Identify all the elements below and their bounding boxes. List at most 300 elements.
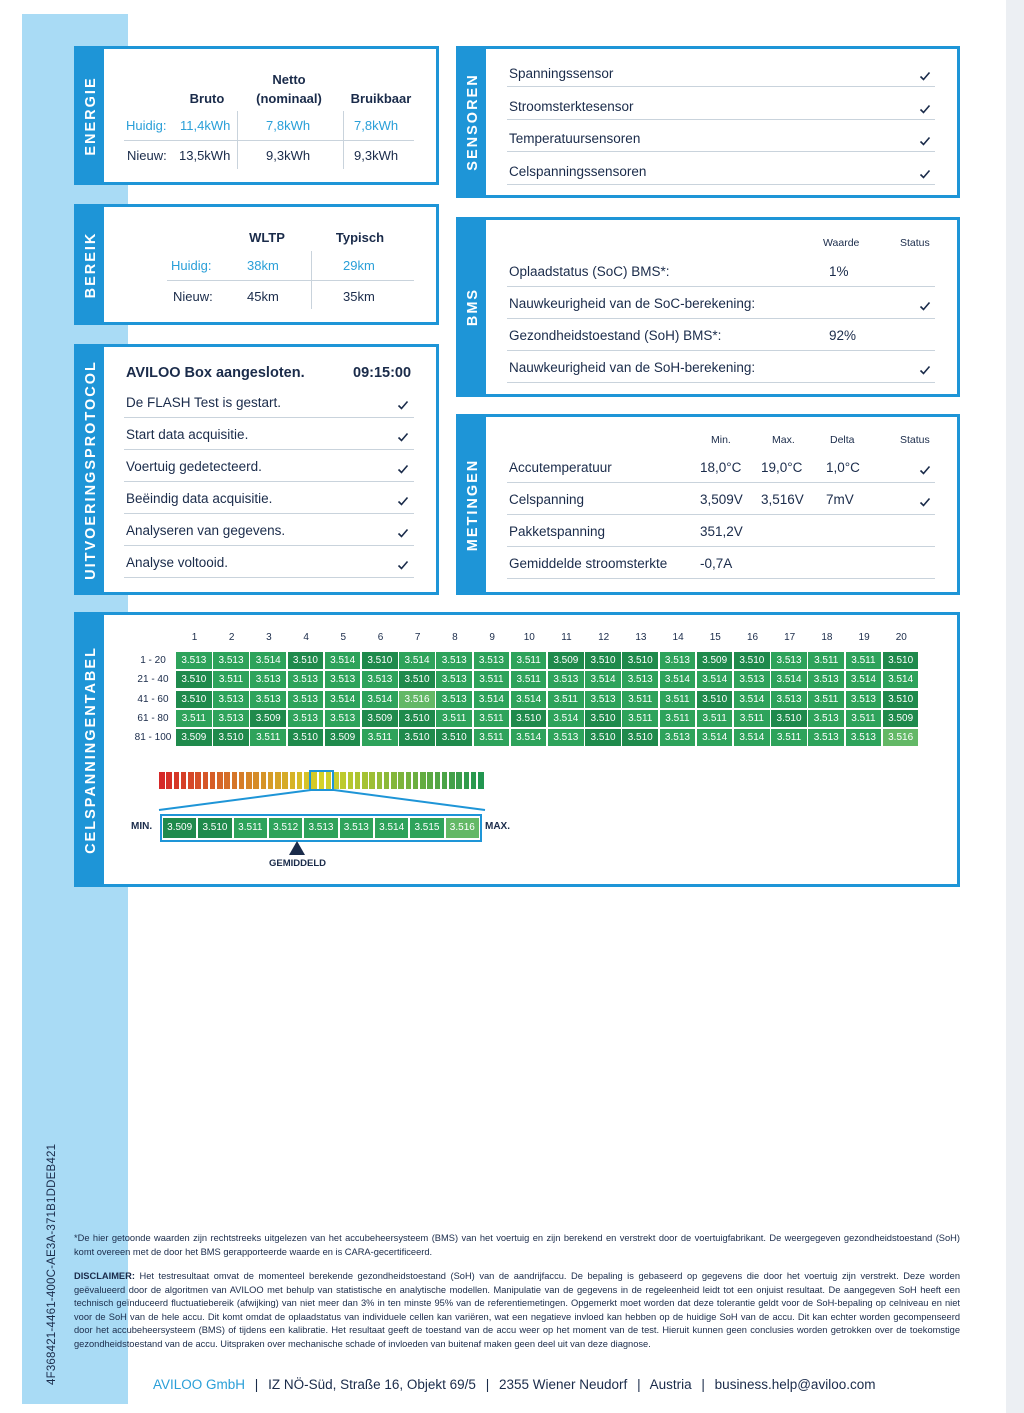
gradient-segment — [290, 772, 296, 789]
cell-voltage: 3.511 — [622, 691, 658, 708]
cell-voltage: 3.511 — [808, 652, 844, 669]
cell-voltage: 3.511 — [474, 729, 510, 746]
energy-divider — [124, 140, 414, 141]
disclaimer-label: DISCLAIMER: — [74, 1271, 135, 1281]
meas-row-divider — [507, 578, 935, 579]
gradient-segment — [384, 772, 390, 789]
protocol-panel — [74, 344, 439, 595]
grid-col-header: 11 — [561, 632, 572, 643]
cell-voltage: 3.514 — [362, 691, 398, 708]
cell-voltage: 3.513 — [288, 691, 324, 708]
protocol-row-divider — [124, 417, 414, 418]
energy-new-netto: 9,3kWh — [266, 148, 311, 163]
scale-value: 3.511 — [234, 818, 267, 838]
gradient-segment — [297, 772, 303, 789]
footer-country: Austria — [649, 1377, 692, 1392]
scale-value: 3.513 — [340, 818, 373, 838]
cell-voltage: 3.513 — [436, 671, 472, 688]
cell-voltage: 3.511 — [846, 710, 882, 727]
scale-value: 3.512 — [269, 818, 302, 838]
scale-value: 3.513 — [304, 818, 337, 838]
meas-row-min: 351,2V — [700, 524, 743, 539]
grid-col-header: 3 — [266, 632, 272, 643]
cell-voltage: 3.514 — [325, 652, 361, 669]
protocol-step: Beëindig data acquisitie. — [126, 491, 273, 506]
cell-voltage: 3.509 — [250, 710, 286, 727]
cell-voltage: 3.513 — [548, 671, 584, 688]
gradient-segment — [239, 772, 245, 789]
cell-voltage: 3.509 — [362, 710, 398, 727]
range-new-typical: 35km — [343, 289, 375, 304]
cell-voltage: 3.511 — [250, 729, 286, 746]
grid-col-header: 1 — [191, 632, 198, 643]
grid-col-header: 9 — [489, 632, 495, 643]
gradient-segment — [464, 772, 470, 789]
cell-voltage: 3.511 — [474, 710, 510, 727]
meas-row-min: 3,509V — [700, 492, 743, 507]
cell-voltage: 3.513 — [771, 652, 807, 669]
cell-voltage: 3.514 — [734, 691, 770, 708]
cell-voltage: 3.513 — [808, 671, 844, 688]
cell-voltage: 3.513 — [846, 729, 882, 746]
grid-col-header: 2 — [228, 632, 235, 643]
gradient-segment — [398, 772, 404, 789]
check-icon — [919, 300, 931, 312]
protocol-row-divider — [124, 481, 414, 482]
grid-col-header: 19 — [858, 632, 870, 643]
bms-row-value: 92% — [829, 328, 857, 343]
cell-voltage: 3.511 — [846, 652, 882, 669]
energy-new-label: Nieuw: — [127, 148, 167, 163]
grid-col-header: 14 — [672, 632, 684, 643]
range-new-wltp: 45km — [247, 289, 279, 304]
cell-voltage: 3.513 — [436, 652, 472, 669]
check-icon — [397, 495, 409, 507]
meas-col-delta: Delta — [830, 434, 855, 446]
gradient-segment — [340, 772, 346, 789]
range-tab: BEREIK — [77, 207, 104, 322]
cell-voltage: 3.513 — [362, 671, 398, 688]
meas-row-divider — [507, 514, 935, 515]
cell-voltage: 3.514 — [697, 671, 733, 688]
energy-vsep-2 — [343, 111, 344, 169]
sensor-row-divider — [507, 86, 935, 87]
cell-voltage: 3.509 — [697, 652, 733, 669]
gradient-segment — [282, 772, 288, 789]
cell-voltage: 3.511 — [697, 710, 733, 727]
cell-voltage: 3.514 — [771, 671, 807, 688]
footer-address: IZ NÖ-Süd, Straße 16, Objekt 69/5 — [268, 1377, 476, 1392]
gradient-segment — [232, 772, 238, 789]
protocol-step: Analyseren van gegevens. — [126, 523, 286, 538]
grid-col-header: 15 — [709, 632, 721, 643]
scale-max-label: MAX. — [485, 821, 510, 832]
cell-voltage: 3.510 — [697, 691, 733, 708]
cell-voltage: 3.510 — [883, 691, 919, 708]
grid-col-header: 13 — [635, 632, 647, 643]
check-icon — [397, 431, 409, 443]
cell-voltage: 3.513 — [548, 729, 584, 746]
cell-voltage: 3.509 — [325, 729, 361, 746]
cell-voltage: 3.513 — [250, 671, 286, 688]
sensor-item: Celspanningssensoren — [509, 163, 647, 179]
cell-voltage: 3.514 — [846, 671, 882, 688]
cell-voltage: 3.514 — [250, 652, 286, 669]
meas-row-divider — [507, 546, 935, 547]
gradient-segment — [188, 772, 194, 789]
check-icon — [397, 399, 409, 411]
grid-row-label: 21 - 40 — [137, 674, 169, 686]
gradient-segment — [413, 772, 419, 789]
bms-col-status: Status — [900, 237, 930, 249]
bms-row-divider — [507, 318, 935, 319]
cell-voltage: 3.513 — [213, 652, 249, 669]
cell-voltage: 3.511 — [660, 710, 696, 727]
protocol-time: 09:15:00 — [353, 365, 412, 381]
grid-row-label: 81 - 100 — [134, 732, 172, 744]
cell-voltage: 3.510 — [734, 652, 770, 669]
protocol-step: De FLASH Test is gestart. — [126, 395, 282, 410]
sensors-panel — [456, 46, 960, 198]
cell-voltage: 3.514 — [548, 710, 584, 727]
check-icon — [919, 103, 931, 115]
cell-voltage: 3.510 — [362, 652, 398, 669]
gradient-segment — [427, 772, 433, 789]
bms-row-divider — [507, 350, 935, 351]
gradient-segment — [253, 772, 259, 789]
protocol-step: Start data acquisitie. — [126, 427, 249, 442]
scale-value: 3.514 — [375, 818, 408, 838]
check-icon — [919, 70, 931, 82]
scale-value: 3.515 — [410, 818, 443, 838]
cell-voltage: 3.510 — [288, 729, 324, 746]
cell-voltage: 3.511 — [771, 729, 807, 746]
bms-row-label: Oplaadstatus (SoC) BMS*: — [509, 264, 670, 279]
protocol-row-divider — [124, 513, 414, 514]
gradient-segment — [442, 772, 448, 789]
protocol-row-divider — [124, 577, 414, 578]
cell-voltage: 3.511 — [474, 671, 510, 688]
energy-col-bruto: Bruto — [189, 91, 225, 106]
cell-voltage: 3.513 — [808, 710, 844, 727]
meas-row-max: 19,0°C — [761, 460, 803, 475]
cell-voltage: 3.513 — [585, 691, 621, 708]
meas-row-delta: 7mV — [826, 492, 854, 507]
energy-current-netto: 7,8kWh — [266, 118, 311, 133]
cell-voltage: 3.510 — [771, 710, 807, 727]
gradient-segment — [195, 772, 201, 789]
range-col-wltp: WLTP — [249, 230, 285, 245]
cell-voltage: 3.511 — [511, 652, 547, 669]
scale-value: 3.510 — [198, 818, 231, 838]
meas-row-delta: 1,0°C — [826, 460, 860, 475]
protocol-row-divider — [124, 449, 414, 450]
cell-voltage: 3.513 — [325, 671, 361, 688]
disclaimer-text: Het testresultaat omvat de momenteel berekende gezondheidstoestand (SoH) van de aandrijfaccu. De bepaling is gebaseerd op gegevens die door het voertuig zijn verstrekt. Deze worden geëvalueerd door de algoritmen van AVILOO met behulp van statistische en analytische modellen. Manipulatie van de gegevens in de regeleenheid leidt tot een onjuist resultaat. De aangegeven SoH heeft een technisch geïnduceerd fluctuatiebereik (afwijking) van niet meer dan 3% in ten minste 95% van de referentiemetingen. Opgemerkt moet worden dat deze tolerantie geldt voor de SoH-bepaling op celniveau en niet voor de SoH van de hele accu. Dit komt omdat de oplaadstatus van individuele cellen kan variëren, wat een negatieve invloed kan hebben op de huidige SoH van de accu. Dit kan echter worden gecompenseerd door het accubeheersysteem (BMS) of tijdens een kalibratie. Het resultaat geeft de toestand van de accu weer op het moment van de test. Hieruit kunnen geen conclusies worden getrokken over de toekomstige gezondheidstoestand van de accu. Uitspraken over mechanische schade of invloeden van buitenaf maken geen deel uit van deze diagnose. — [74, 1271, 960, 1349]
cell-voltage: 3.514 — [399, 652, 435, 669]
bms-tab: BMS — [459, 220, 486, 394]
cell-voltage: 3.513 — [176, 652, 212, 669]
gradient-segment — [210, 772, 216, 789]
sensor-item: Temperatuursensoren — [509, 131, 641, 146]
cell-voltage: 3.510 — [585, 710, 621, 727]
meas-row-label: Celspanning — [509, 492, 585, 507]
scale-value: 3.509 — [163, 818, 196, 838]
cell-voltage: 3.513 — [250, 691, 286, 708]
gradient-segment — [369, 772, 375, 789]
cell-voltage: 3.511 — [436, 710, 472, 727]
range-vsep — [311, 251, 312, 309]
cell-voltage: 3.511 — [176, 710, 212, 727]
sensors-tab: SENSOREN — [459, 49, 486, 195]
grid-col-header: 12 — [598, 632, 610, 643]
meas-row-min: -0,7A — [700, 556, 733, 571]
gradient-segment — [435, 772, 441, 789]
grid-col-header: 18 — [821, 632, 833, 643]
average-label: GEMIDDELD — [269, 858, 326, 869]
gradient-segment — [174, 772, 180, 789]
cell-voltage: 3.510 — [585, 652, 621, 669]
grid-row-label: 61 - 80 — [137, 712, 169, 724]
cell-voltage: 3.509 — [548, 652, 584, 669]
sensor-row-divider — [507, 151, 935, 152]
cell-voltage: 3.514 — [474, 691, 510, 708]
cell-voltage: 3.510 — [399, 710, 435, 727]
sensor-row-divider — [507, 119, 935, 120]
footer-email[interactable]: business.help@aviloo.com — [714, 1377, 876, 1392]
cell-voltage: 3.514 — [511, 691, 547, 708]
cell-voltage: 3.511 — [734, 710, 770, 727]
gradient-segment — [362, 772, 368, 789]
grid-col-header: 4 — [303, 632, 309, 643]
protocol-title: AVILOO Box aangesloten. — [126, 365, 305, 381]
cell-voltage: 3.514 — [511, 729, 547, 746]
gradient-segment — [275, 772, 281, 789]
cell-voltage: 3.510 — [436, 729, 472, 746]
check-icon — [397, 527, 409, 539]
gradient-segment — [246, 772, 252, 789]
grid-col-header: 20 — [895, 632, 907, 643]
footer — [153, 1377, 875, 1392]
grid-col-header: 5 — [340, 632, 347, 643]
meas-col-max: Max. — [772, 434, 795, 446]
cell-voltage: 3.514 — [325, 691, 361, 708]
cell-voltage: 3.513 — [808, 729, 844, 746]
protocol-step: Voertuig gedetecteerd. — [126, 459, 262, 474]
cell-voltage: 3.511 — [660, 691, 696, 708]
cell-voltage: 3.514 — [883, 671, 919, 688]
energy-current-bruikbaar: 7,8kWh — [354, 118, 399, 133]
bms-row-divider — [507, 286, 935, 287]
cell-voltage: 3.510 — [511, 710, 547, 727]
sensor-row-divider — [507, 184, 935, 185]
cell-voltage: 3.510 — [399, 671, 435, 688]
gradient-segment — [217, 772, 223, 789]
gradient-highlight — [309, 770, 334, 791]
page-edge — [1006, 0, 1024, 1413]
gradient-segment — [355, 772, 361, 789]
range-current-label: Huidig: — [171, 258, 212, 273]
protocol-tab: UITVOERINGSPROTOCOL — [77, 347, 104, 592]
range-current-wltp: 38km — [247, 258, 279, 273]
sensor-item: Spanningssensor — [509, 66, 614, 81]
footnote: *De hier getoonde waarden zijn rechtstreeks uitgelezen van het accubeheersysteem (BMS) van het voertuig en zijn berekend en verstrekt door de voertuigfabrikant. De weergegeven gezondheidstoestand (SoH) komt overeen met de door het BMS gerapporteerde waarde en is CARA-gecertificeerd. — [74, 1233, 960, 1257]
cell-voltage: 3.510 — [622, 729, 658, 746]
scale-min-label: MIN. — [131, 821, 153, 832]
gradient-segment — [406, 772, 412, 789]
cell-voltage: 3.509 — [176, 729, 212, 746]
cell-voltage: 3.511 — [362, 729, 398, 746]
energy-current-label: Huidig: — [126, 118, 167, 133]
check-icon — [919, 464, 931, 476]
cell-voltage: 3.510 — [883, 652, 919, 669]
gradient-segment — [261, 772, 267, 789]
gradient-segment — [391, 772, 397, 789]
gradient-segment — [166, 772, 172, 789]
grid-row-label: 41 - 60 — [137, 693, 169, 705]
energy-current-bruto: 11,4kWh — [180, 118, 231, 133]
gradient-segment — [377, 772, 383, 789]
cell-voltage: 3.514 — [585, 671, 621, 688]
cell-voltage: 3.510 — [176, 671, 212, 688]
scale-box — [160, 814, 482, 842]
check-icon — [919, 135, 931, 147]
cell-voltage: 3.514 — [734, 729, 770, 746]
energy-tab: ENERGIE — [77, 49, 104, 182]
cell-voltage: 3.513 — [436, 691, 472, 708]
average-marker-icon — [289, 841, 305, 855]
energy-new-bruto: 13,5kWh — [179, 148, 231, 163]
cell-voltage: 3.510 — [288, 652, 324, 669]
grid-col-header: 6 — [377, 632, 384, 643]
cell-voltage: 3.514 — [660, 671, 696, 688]
cell-voltage: 3.510 — [622, 652, 658, 669]
cell-voltage: 3.510 — [176, 691, 212, 708]
footer-sep: | — [254, 1377, 259, 1392]
scale-value: 3.516 — [446, 818, 479, 838]
cell-voltage: 3.509 — [883, 710, 919, 727]
cell-voltage: 3.513 — [660, 729, 696, 746]
cell-voltage: 3.514 — [697, 729, 733, 746]
cell-voltage: 3.513 — [771, 691, 807, 708]
cell-voltage: 3.513 — [288, 671, 324, 688]
cell-voltage: 3.513 — [213, 691, 249, 708]
bms-row-value: 1% — [829, 264, 849, 279]
cell-voltage: 3.511 — [622, 710, 658, 727]
range-col-typical: Typisch — [335, 230, 385, 245]
cell-table-panel — [74, 612, 960, 887]
check-icon — [919, 364, 931, 376]
cell-voltage: 3.511 — [213, 671, 249, 688]
cell-voltage: 3.511 — [548, 691, 584, 708]
cell-voltage: 3.513 — [734, 671, 770, 688]
gradient-segment — [224, 772, 230, 789]
cell-voltage: 3.510 — [399, 729, 435, 746]
bms-row-label: Nauwkeurigheid van de SoH-berekening: — [509, 360, 756, 375]
cell-voltage: 3.510 — [213, 729, 249, 746]
grid-col-header: 8 — [452, 632, 458, 643]
cell-voltage: 3.516 — [883, 729, 919, 746]
disclaimer — [74, 1270, 960, 1351]
footer-company: AVILOO GmbH — [153, 1377, 246, 1392]
gradient-segment — [456, 772, 462, 789]
cell-voltage: 3.513 — [288, 710, 324, 727]
range-divider — [167, 280, 414, 281]
cell-voltage: 3.513 — [474, 652, 510, 669]
gradient-segment — [268, 772, 274, 789]
cell-voltage: 3.513 — [213, 710, 249, 727]
footer-city: 2355 Wiener Neudorf — [498, 1377, 628, 1392]
meas-row-label: Gemiddelde stroomsterkte — [509, 556, 668, 571]
meas-row-min: 18,0°C — [700, 460, 742, 475]
check-icon — [919, 496, 931, 508]
meas-row-label: Accutemperatuur — [509, 460, 612, 475]
meas-row-divider — [507, 482, 935, 483]
energy-panel — [74, 46, 439, 185]
gradient-segment — [348, 772, 354, 789]
measurements-panel — [456, 414, 960, 595]
grid-col-header: 7 — [414, 632, 421, 643]
cell-voltage: 3.513 — [846, 691, 882, 708]
energy-new-bruikbaar: 9,3kWh — [354, 148, 399, 163]
range-panel — [74, 204, 439, 325]
bms-col-value: Waarde — [823, 237, 860, 249]
gradient-segment — [449, 772, 455, 789]
bms-panel — [456, 217, 960, 397]
bms-row-label: Gezondheidstoestand (SoH) BMS*: — [509, 328, 722, 343]
energy-col-bruikbaar: Bruikbaar — [350, 91, 412, 106]
footer-sep: | — [485, 1377, 490, 1392]
range-new-label: Nieuw: — [173, 289, 213, 304]
gradient-segment — [478, 772, 484, 789]
meas-col-min: Min. — [711, 434, 731, 446]
cell-voltage: 3.513 — [622, 671, 658, 688]
cell-voltage: 3.513 — [325, 710, 361, 727]
bms-row-label: Nauwkeurigheid van de SoC-berekening: — [509, 296, 756, 311]
sensor-item: Stroomsterktesensor — [509, 98, 634, 114]
bms-row-divider — [507, 382, 935, 383]
check-icon — [919, 168, 931, 180]
check-icon — [397, 463, 409, 475]
protocol-row-divider — [124, 545, 414, 546]
gradient-segment — [159, 772, 165, 789]
cell-voltage: 3.510 — [585, 729, 621, 746]
cell-voltage: 3.511 — [808, 691, 844, 708]
gradient-segment — [203, 772, 209, 789]
protocol-step: Analyse voltooid. — [126, 555, 229, 570]
meas-row-label: Pakketspanning — [509, 524, 606, 539]
check-icon — [397, 559, 409, 571]
gradient-segment — [420, 772, 426, 789]
energy-col-netto: Netto (nominaal) — [256, 72, 322, 106]
meas-col-status: Status — [900, 434, 930, 446]
meas-row-max: 3,516V — [761, 492, 804, 507]
footer-sep: | — [701, 1377, 705, 1392]
measurements-tab: METINGEN — [459, 417, 486, 592]
cell-table-tab: CELSPANNINGENTABEL — [77, 615, 104, 884]
document-id: 4F368421-4461-400C-AE3A-371B1DDEB421 — [46, 1143, 58, 1385]
grid-col-header: 16 — [746, 632, 759, 643]
zoom-connector — [157, 789, 487, 811]
grid-row-label: 1 - 20 — [140, 655, 166, 666]
range-current-typical: 29km — [343, 258, 375, 273]
footer-sep: | — [637, 1377, 641, 1392]
cell-voltage: 3.513 — [660, 652, 696, 669]
grid-col-header: 10 — [523, 632, 535, 643]
gradient-segment — [181, 772, 187, 789]
cell-voltage: 3.516 — [399, 691, 435, 708]
grid-col-header: 17 — [784, 632, 796, 643]
